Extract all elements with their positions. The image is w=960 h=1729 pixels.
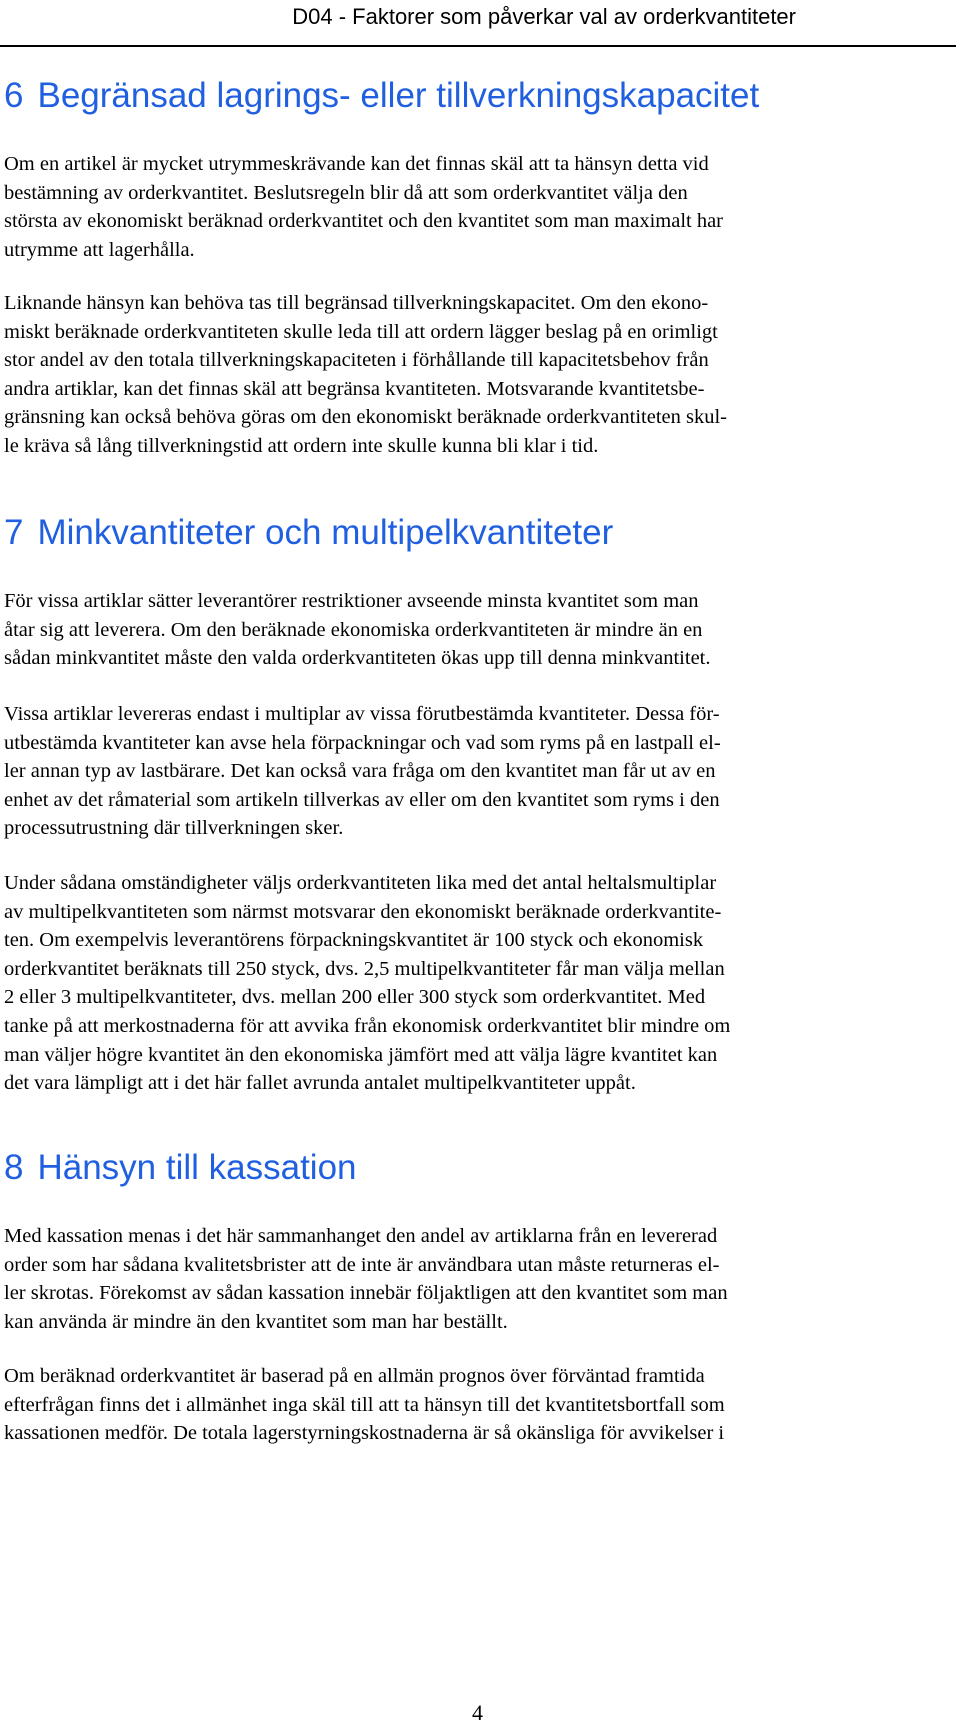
paragraph-line: åtar sig att leverera. Om den beräknade ekonomiska orderkvantiteten är mindre än en [4, 618, 703, 641]
paragraph-line: andra artiklar, kan det finnas skäl att begränsa kvantiteten. Motsvarande kvantitetsbe- [4, 377, 705, 400]
paragraph-line: av multipelkvantiteten som närmst motsvarar den ekonomiskt beräknade orderkvantite- [4, 900, 722, 923]
paragraph-line: det vara lämpligt att i det här fallet avrunda antalet multipelkvantiteter uppåt. [4, 1072, 636, 1095]
section-7-paragraph-1 [4, 587, 960, 673]
paragraph-line: order som har sådana kvalitetsbrister att de inte är användbara utan måste returneras el- [4, 1253, 720, 1276]
paragraph-line: man väljer högre kvantitet än den ekonomiska jämfört med att välja lägre kvantitet kan [4, 1043, 718, 1066]
section-8-paragraph-1 [4, 1222, 960, 1336]
paragraph-line: bestämning av orderkvantitet. Beslutsregeln blir då att som orderkvantitet välja den [4, 181, 688, 204]
paragraph-line: kan använda är mindre än den kvantitet som man har beställt. [4, 1310, 508, 1333]
paragraph-line: ler annan typ av lastbärare. Det kan också vara fråga om den kvantitet man får ut av en [4, 760, 716, 783]
paragraph-line: 2 eller 3 multipelkvantiteter, dvs. mellan 200 eller 300 styck som orderkvantitet. Med [4, 986, 706, 1009]
paragraph-line: utbestämda kvantiteter kan avse hela förpackningar och vad som ryms på en lastpall el- [4, 731, 721, 754]
section-7-number: 7 [4, 513, 24, 552]
section-8-heading [4, 1148, 357, 1188]
paragraph-line: le kräva så lång tillverkningstid att ordern inte skulle kunna bli klar i tid. [4, 434, 599, 457]
paragraph-line: utrymme att lagerhålla. [4, 238, 195, 261]
header-rule [0, 45, 956, 47]
section-7-paragraph-2 [4, 700, 960, 843]
section-6-number: 6 [4, 76, 24, 115]
paragraph-line: sådan minkvantitet måste den valda orderkvantiteten ökas upp till denna minkvantitet. [4, 647, 711, 670]
paragraph-line: ten. Om exempelvis leverantörens förpackningskvantitet är 100 styck och ekonomisk [4, 929, 704, 952]
section-7-title: Minkvantiteter och multipelkvantiteter [37, 513, 614, 552]
running-header: D04 - Faktorer som påverkar val av orderkvantiteter [292, 4, 796, 29]
paragraph-line: processutrustning där tillverkningen sker. [4, 817, 344, 840]
section-8-title: Hänsyn till kassation [37, 1148, 357, 1187]
section-6-paragraph-1 [4, 150, 960, 264]
section-6-heading [4, 76, 759, 116]
paragraph-line: gränsning kan också behöva göras om den ekonomiskt beräknade orderkvantiteten skul- [4, 406, 727, 429]
paragraph-line: Om beräknad orderkvantitet är baserad på en allmän prognos över förväntad framtida [4, 1365, 705, 1387]
paragraph-line: För vissa artiklar sätter leverantörer restriktioner avseende minsta kvantitet som man [4, 590, 699, 612]
paragraph-line: enhet av det råmaterial som artikeln tillverkas av eller om den kvantitet som ryms i den [4, 788, 720, 811]
paragraph-line: tanke på att merkostnaderna för att avvika från ekonomisk orderkvantitet blir mindre om [4, 1014, 731, 1037]
section-6-title: Begränsad lagrings- eller tillverkningskapacitet [37, 76, 760, 115]
paragraph-line: ler skrotas. Förekomst av sådan kassation innebär följaktligen att den kvantitet som man [4, 1282, 728, 1305]
paragraph-line: stor andel av den totala tillverkningskapaciteten i förhållande till kapacitetsbehov från [4, 349, 709, 372]
section-7-heading [4, 513, 613, 553]
paragraph-line: kassationen medför. De totala lagerstyrningskostnaderna är så okänsliga för avvikelser i [4, 1422, 725, 1445]
paragraph-line: Vissa artiklar levereras endast i multiplar av vissa förutbestämda kvantiteter. Dessa för- [4, 703, 720, 725]
paragraph-line: orderkvantitet beräknats till 250 styck, dvs. 2,5 multipelkvantiteter får man välja mellan [4, 957, 725, 980]
paragraph-line: största av ekonomiskt beräknad orderkvantitet och den kvantitet som man maximalt har [4, 210, 724, 233]
paragraph-line: efterfrågan finns det i allmänhet inga skäl till att ta hänsyn till det kvantitetsbortfall som [4, 1393, 725, 1416]
paragraph-line: miskt beräknade orderkvantiteten skulle leda till att ordern lägger beslag på en orimligt [4, 320, 718, 343]
paragraph-line: Om en artikel är mycket utrymmeskrävande kan det finnas skäl att ta hänsyn detta vid [4, 153, 709, 175]
paragraph-line: Liknande hänsyn kan behöva tas till begränsad tillverkningskapacitet. Om den ekono- [4, 292, 709, 314]
page-number: 4 [472, 1700, 483, 1725]
section-6-paragraph-2 [4, 289, 960, 461]
section-8-paragraph-2 [4, 1362, 960, 1448]
paragraph-line: Med kassation menas i det här sammanhanget den andel av artiklarna från en levererad [4, 1225, 718, 1247]
section-8-number: 8 [4, 1148, 24, 1187]
section-7-paragraph-3 [4, 869, 960, 1098]
paragraph-line: Under sådana omständigheter väljs orderkvantiteten lika med det antal heltalsmultiplar [4, 872, 717, 894]
